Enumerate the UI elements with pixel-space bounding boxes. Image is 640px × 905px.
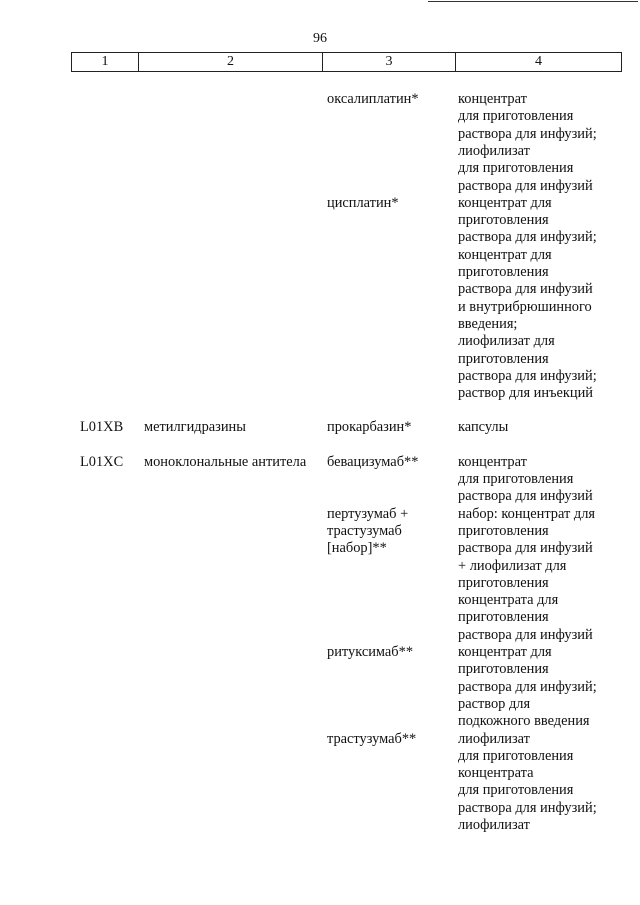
dosage-form-line: концентрат для — [458, 194, 552, 211]
dosage-form-line: набор: концентрат для — [458, 505, 596, 522]
dosage-form-line: введения; — [458, 315, 518, 332]
drug-name-line: [набор]** — [327, 540, 387, 557]
column-header-row — [72, 53, 622, 72]
dosage-form-line: концентрат — [458, 453, 527, 470]
dosage-form-line: лиофилизат для — [458, 333, 555, 350]
drug-name-line: ритуксимаб** — [327, 644, 414, 660]
dosage-form-line: для приготовления — [458, 782, 574, 799]
column-header-1: 1 — [72, 53, 139, 72]
drug-name-line: трастузумаб** — [327, 730, 417, 747]
column-header-3: 3 — [323, 53, 456, 72]
dosage-form-line: концентрата для — [458, 592, 559, 609]
dosage-form-line: концентрат для — [458, 644, 552, 660]
dosage-form-line: для приготовления — [458, 471, 574, 487]
drug-name-line: прокарбазин* — [327, 419, 412, 436]
dosage-form-line: подкожного введения — [458, 713, 590, 730]
dosage-form-line: приготовления — [458, 264, 549, 280]
column-header-4: 4 — [456, 53, 622, 72]
dosage-form-line: для приготовления — [458, 160, 574, 177]
top-rule — [428, 1, 638, 2]
dosage-form-line: раствора для инфузий; — [458, 367, 597, 384]
dosage-form-line: раствора для инфузий — [458, 281, 593, 298]
group-name: моноклональные антитела — [144, 453, 307, 470]
atc-code: L01XC — [80, 453, 124, 470]
dosage-form-line: раствора для инфузий — [458, 177, 593, 194]
page-number: 96 — [313, 31, 327, 46]
dosage-form-line: приготовления — [458, 212, 549, 229]
drug-name-line: оксалиплатин* — [327, 91, 419, 107]
dosage-form-line: капсулы — [458, 419, 509, 436]
dosage-form-line: для приготовления — [458, 747, 574, 764]
dosage-form-line: приготовления — [458, 661, 549, 678]
dosage-form-line: лиофилизат — [458, 730, 530, 747]
dosage-form-line: концентрат для — [458, 246, 552, 263]
dosage-form-line: раствора для инфузий — [458, 488, 593, 505]
dosage-form-line: приготовления — [458, 609, 549, 626]
column-header-table — [71, 52, 622, 72]
dosage-form-line: и внутрибрюшинного — [458, 298, 592, 315]
drug-name-line: трастузумаб — [327, 522, 402, 539]
dosage-form-line: для приготовления — [458, 108, 574, 125]
dosage-form-line: раствора для инфузий; — [458, 125, 597, 142]
dosage-form-line: приготовления — [458, 574, 549, 591]
dosage-form-line: концентрат — [458, 91, 527, 107]
dosage-form-line: лиофилизат — [458, 817, 530, 833]
dosage-form-line: раствор для — [458, 695, 531, 712]
column-header-2: 2 — [139, 53, 323, 72]
dosage-form-line: раствора для инфузий; — [458, 678, 597, 695]
dosage-form-line: приготовления — [458, 350, 549, 367]
dosage-form-line: раствора для инфузий; — [458, 799, 597, 816]
atc-code: L01XB — [80, 419, 124, 436]
dosage-form-line: приготовления — [458, 522, 549, 539]
dosage-form-line: лиофилизат — [458, 142, 530, 159]
dosage-form-line: раствора для инфузий — [458, 540, 593, 557]
drug-name-line: пертузумаб + — [327, 505, 409, 522]
dosage-form-line: раствор для инъекций — [458, 385, 593, 402]
dosage-form-line: раствора для инфузий — [458, 626, 593, 643]
drug-name-line: бевацизумаб** — [327, 453, 419, 470]
group-name: метилгидразины — [144, 419, 246, 436]
dosage-form-line: концентрата — [458, 765, 534, 782]
dosage-form-line: + лиофилизат для — [458, 557, 567, 574]
dosage-form-line: раствора для инфузий; — [458, 229, 597, 246]
drug-name-line: цисплатин* — [327, 194, 399, 211]
